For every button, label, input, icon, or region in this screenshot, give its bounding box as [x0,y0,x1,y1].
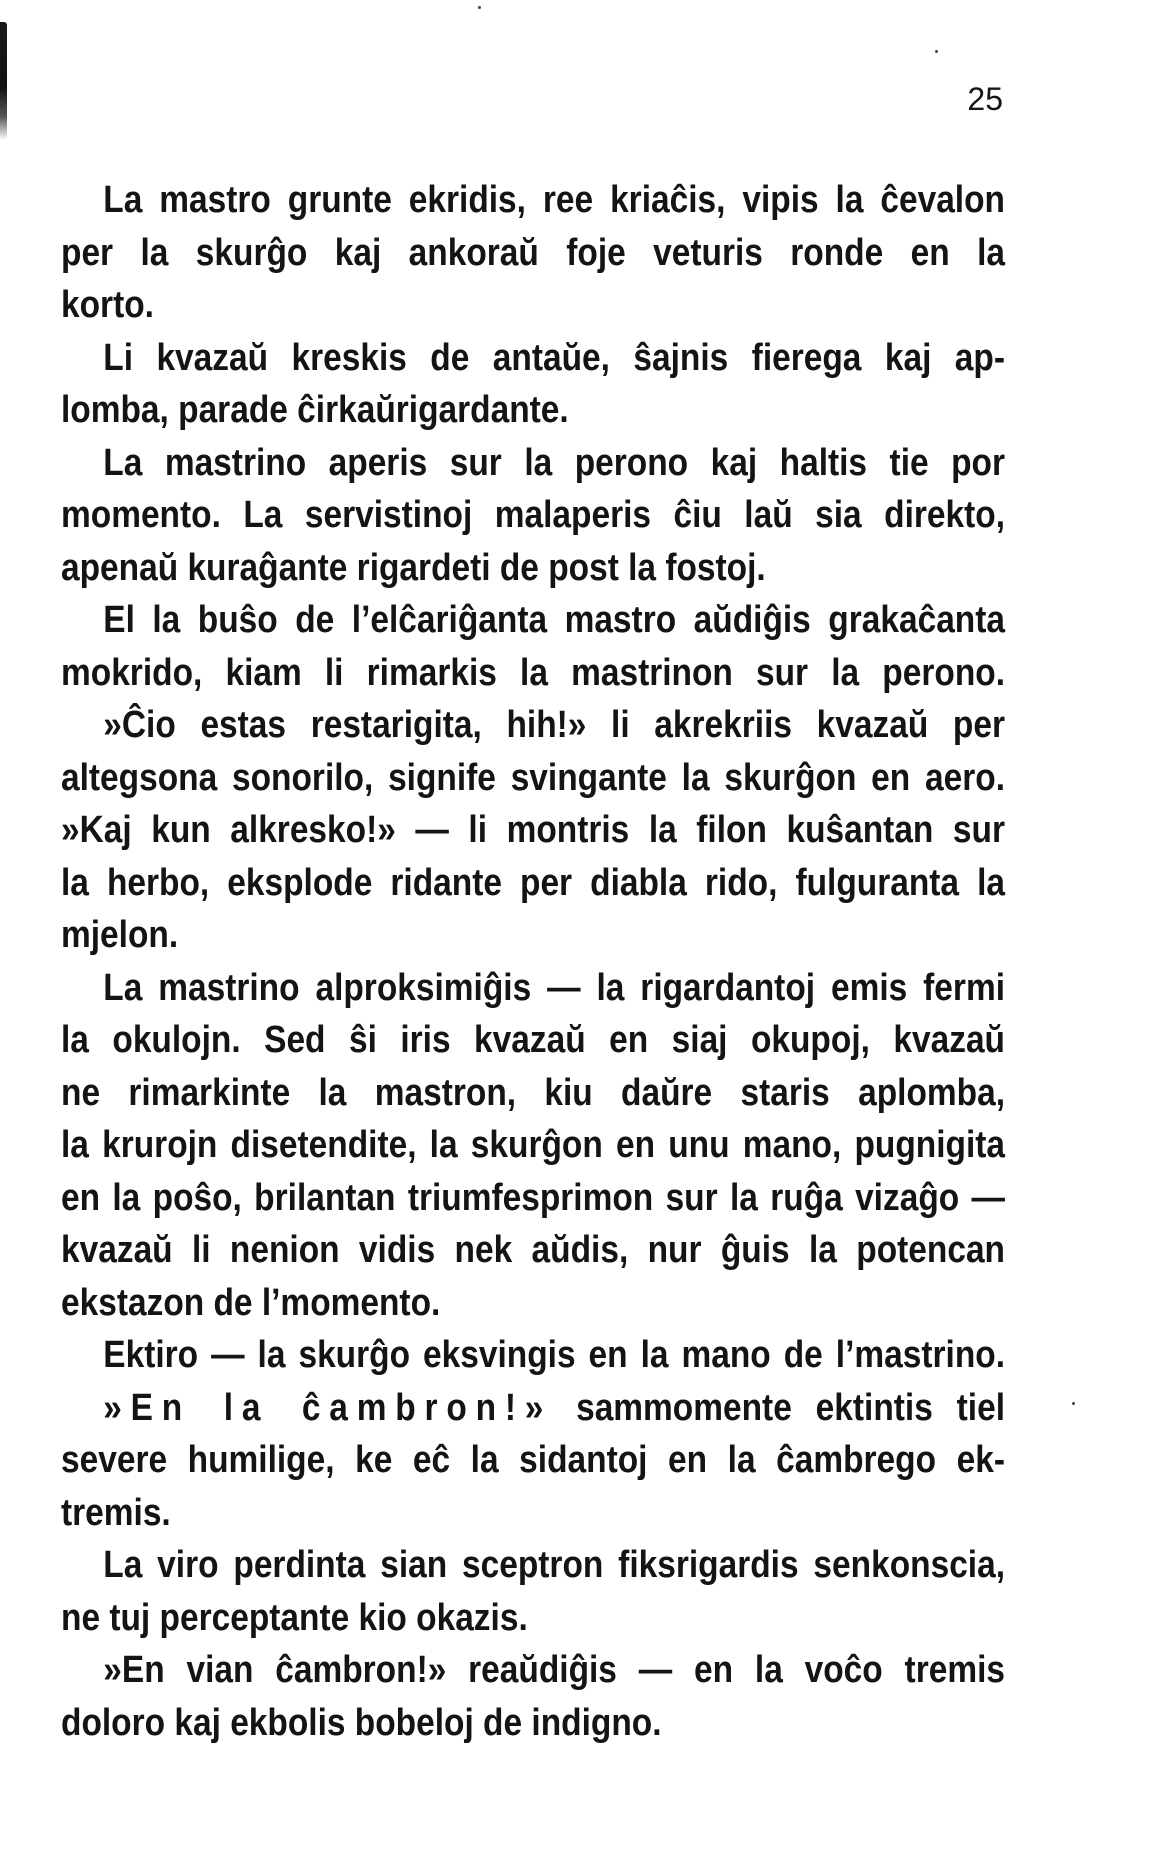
text-line: apenaŭ kuraĝante rigardeti de post la fostoj. [61,546,766,589]
scan-speck [935,50,938,53]
text-line: momento. La servistinoj malaperis ĉiu laŭ sia direkto, [61,494,1006,536]
text-line: tremis. [61,1491,171,1534]
text-line: en la poŝo, brilantan triumfesprimon sur la ruĝa vizaĝo — [61,1176,1006,1219]
text-line: El la buŝo de l’elĉariĝanta mastro aŭdiĝis grakaĉanta [103,599,1006,641]
paragraph [61,174,1005,332]
scan-speck [1072,1402,1075,1405]
text-line: korto. [61,284,154,326]
text-line [61,1382,1005,1435]
text-line: La viro perdinta sian sceptron fiksrigardis senkonscia, [103,1544,1006,1586]
paragraph [61,1382,1005,1540]
text-line: doloro kaj ekbolis bobeloj de indigno. [61,1701,662,1744]
text-line: la okulojn. Sed ŝi iris kvazaŭ en siaj okupoj, kvazaŭ [61,1019,1006,1061]
text-segment: sammomente ektintis tiel [576,1386,1006,1429]
text-line: ne rimarkinte la mastron, kiu daŭre staris aplomba, [61,1071,1006,1114]
text-line: ne tuj perceptante kio okazis. [61,1596,528,1639]
paragraph [61,962,1005,1330]
text-line: altegsona sonorilo, signife svingante la skurĝon en aero. [61,756,1006,799]
text-line: lomba, parade ĉirkaŭrigardante. [61,389,569,431]
paragraph [61,1539,1005,1644]
paragraph [61,1644,1005,1749]
text-line: La mastro grunte ekridis, ree kriaĉis, vipis la ĉevalon [103,179,1006,221]
text-line: kvazaŭ li nenion vidis nek aŭdis, nur ĝuis la potencan [61,1229,1006,1271]
text-line: severe humilige, ke eĉ la sidantoj en la ĉambrego ek- [61,1439,1006,1481]
page-number: 25 [967,81,1003,117]
paragraph [61,437,1005,595]
text-line: la krurojn disetendite, la skurĝon en unu mano, pugnigita [61,1124,1006,1166]
body-text [61,174,1005,1749]
text-line: mjelon. [61,914,179,956]
paragraph [61,1329,1005,1382]
text-line: »Kaj kun alkresko!» — li montris la filon kuŝantan sur [61,809,1006,851]
text-line: La mastrino aperis sur la perono kaj haltis tie por [103,441,1006,484]
text-line: La mastrino alproksimiĝis — la rigardantoj emis fermi [103,966,1006,1009]
paragraph [61,594,1005,699]
text-line: »En vian ĉambron!» reaŭdiĝis — en la voĉo tremis [103,1649,1006,1691]
scan-edge-artifact [0,22,7,140]
text-line: la herbo, eksplode ridante per diabla rido, fulguranta la [61,861,1006,904]
text-line: Li kvazaŭ kreskis de antaŭe, ŝajnis fierega kaj ap- [103,336,1006,379]
text-line: per la skurĝo kaj ankoraŭ foje veturis ronde en la [61,231,1006,274]
scan-speck [478,6,481,9]
text-line: mokrido, kiam li rimarkis la mastrinon sur la perono. [61,651,1006,694]
paragraph [61,699,1005,962]
text-line: ekstazon de l’momento. [61,1281,441,1324]
spaced-emphasis: »En la ĉambron!» [103,1386,553,1429]
text-line: »Ĉio estas restarigita, hih!» li akrekriis kvazaŭ per [103,704,1006,746]
text-line: Ektiro — la skurĝo eksvingis en la mano de l’mastrino. [103,1334,1006,1376]
paragraph [61,332,1005,437]
